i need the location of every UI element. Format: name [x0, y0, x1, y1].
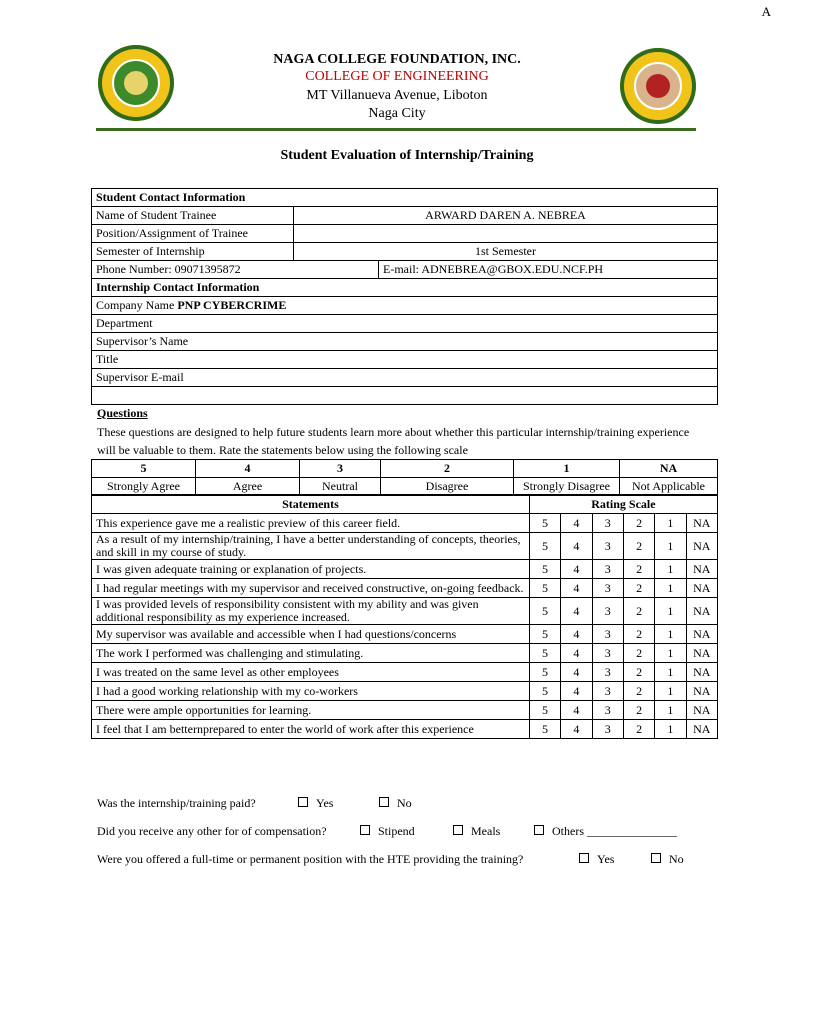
rating-option[interactable]: 3 [592, 560, 623, 579]
scale-label: Neutral [300, 478, 381, 496]
statement-text: There were ample opportunities for learning. [92, 701, 530, 720]
section-internship-contact: Internship Contact Information [92, 279, 718, 297]
rating-option[interactable]: 4 [561, 701, 592, 720]
scale-label: Strongly Agree [92, 478, 196, 496]
rating-option[interactable]: 5 [529, 598, 560, 625]
paid-yes-option[interactable] [298, 796, 333, 811]
statements-table [91, 494, 718, 739]
question-compensation-row [97, 824, 717, 838]
rating-option[interactable]: NA [686, 720, 717, 739]
rating-option[interactable]: 1 [655, 560, 686, 579]
checkbox-icon[interactable] [379, 797, 389, 807]
semester-value[interactable]: 1st Semester [294, 243, 718, 261]
rating-option[interactable]: 1 [655, 720, 686, 739]
statement-row [92, 644, 718, 663]
rating-option[interactable]: 4 [561, 514, 592, 533]
rating-option[interactable]: 5 [529, 560, 560, 579]
rating-option[interactable]: 5 [529, 514, 560, 533]
position-value[interactable] [294, 225, 718, 243]
checkbox-icon[interactable] [298, 797, 308, 807]
company-label: Company Name [96, 298, 175, 312]
rating-option[interactable]: 5 [529, 533, 560, 560]
rating-option[interactable]: 5 [529, 625, 560, 644]
statement-row [92, 579, 718, 598]
rating-option[interactable]: NA [686, 533, 717, 560]
position-label: Position/Assignment of Trainee [92, 225, 294, 243]
rating-option[interactable]: NA [686, 663, 717, 682]
others-label: Others _______________ [552, 824, 677, 838]
checkbox-icon[interactable] [360, 825, 370, 835]
question-offer: Were you offered a full-time or permanent position with the HTE providing the training? [97, 852, 524, 866]
statement-row [92, 720, 718, 739]
statement-row [92, 682, 718, 701]
address-line-2: Naga City [368, 106, 426, 121]
rating-option[interactable]: 1 [655, 663, 686, 682]
scale-label: Strongly Disagree [514, 478, 620, 496]
statement-row [92, 533, 718, 560]
stipend-option[interactable] [360, 824, 415, 839]
blank-row [92, 387, 718, 405]
rating-option[interactable]: NA [686, 625, 717, 644]
rating-option[interactable]: NA [686, 682, 717, 701]
rating-option[interactable]: 3 [592, 598, 623, 625]
rating-option[interactable]: 5 [529, 682, 560, 701]
supervisor-name-field[interactable]: Supervisor’s Name [92, 333, 718, 351]
statement-text: I had a good working relationship with my co-workers [92, 682, 530, 701]
rating-option[interactable]: NA [686, 644, 717, 663]
statement-row [92, 663, 718, 682]
rating-option[interactable]: 1 [655, 579, 686, 598]
rating-option[interactable]: 3 [592, 663, 623, 682]
rating-option[interactable]: 3 [592, 682, 623, 701]
question-compensation: Did you receive any other for of compensation? [97, 824, 327, 838]
scale-label: Agree [196, 478, 300, 496]
address-line-1: MT Villanueva Avenue, Liboton [306, 88, 488, 103]
department-field[interactable]: Department [92, 315, 718, 333]
header-divider [96, 128, 696, 131]
name-label: Name of Student Trainee [92, 207, 294, 225]
statement-row [92, 701, 718, 720]
others-option[interactable] [534, 824, 677, 839]
title-field[interactable]: Title [92, 351, 718, 369]
questions-heading: Questions [97, 406, 148, 420]
paid-no-option[interactable] [379, 796, 412, 811]
checkbox-icon[interactable] [651, 853, 661, 863]
rating-option[interactable]: 4 [561, 682, 592, 701]
rating-option[interactable]: 3 [592, 579, 623, 598]
rating-option[interactable]: 2 [623, 701, 654, 720]
checkbox-icon[interactable] [579, 853, 589, 863]
statement-text: I had regular meetings with my supervisor and received constructive, on-going feedback. [92, 579, 530, 598]
rating-option[interactable]: 2 [623, 644, 654, 663]
rating-option[interactable]: 4 [561, 720, 592, 739]
meals-label: Meals [471, 824, 501, 838]
semester-label: Semester of Internship [92, 243, 294, 261]
scale-number: 3 [300, 460, 381, 478]
rating-option[interactable]: 4 [561, 598, 592, 625]
rating-option[interactable]: 3 [592, 533, 623, 560]
rating-option[interactable]: 3 [592, 625, 623, 644]
page-title: Student Evaluation of Internship/Training [280, 148, 534, 163]
question-paid-row [97, 796, 717, 810]
rating-option[interactable]: 1 [655, 598, 686, 625]
rating-option[interactable]: 5 [529, 701, 560, 720]
rating-option[interactable]: NA [686, 598, 717, 625]
rating-option[interactable]: 4 [561, 560, 592, 579]
statement-text: This experience gave me a realistic preview of this career field. [92, 514, 530, 533]
statement-row [92, 598, 718, 625]
checkbox-icon[interactable] [453, 825, 463, 835]
name-value[interactable]: ARWARD DAREN A. NEBREA [294, 207, 718, 225]
org-name: NAGA COLLEGE FOUNDATION, INC. [273, 52, 521, 67]
corner-mark: A [761, 4, 771, 19]
company-value: PNP CYBERCRIME [177, 298, 287, 312]
rating-option[interactable]: NA [686, 701, 717, 720]
rating-option[interactable]: 2 [623, 625, 654, 644]
offer-no-label: No [669, 852, 684, 866]
checkbox-icon[interactable] [534, 825, 544, 835]
rating-scale-legend [91, 459, 718, 496]
scale-number: NA [620, 460, 718, 478]
offer-yes-label: Yes [597, 852, 615, 866]
section-student-contact: Student Contact Information [92, 189, 718, 207]
statement-text: As a result of my internship/training, I have a better understanding of concepts, theories, and skill in my course of study. [92, 533, 530, 560]
company-field[interactable] [92, 297, 718, 315]
rating-scale-header: Rating Scale [529, 495, 717, 514]
rating-option[interactable]: 4 [561, 579, 592, 598]
statements-header: Statements [92, 495, 530, 514]
statement-text: I was provided levels of responsibility consistent with my ability and was given additional responsibility as my experience increased. [92, 598, 530, 625]
rating-option[interactable]: 2 [623, 598, 654, 625]
offer-yes-option[interactable] [579, 852, 614, 867]
rating-option[interactable]: 2 [623, 560, 654, 579]
rating-option[interactable]: 2 [623, 720, 654, 739]
rating-option[interactable]: NA [686, 560, 717, 579]
rating-option[interactable]: 4 [561, 644, 592, 663]
supervisor-email-field[interactable]: Supervisor E-mail [92, 369, 718, 387]
scale-label: Not Applicable [620, 478, 718, 496]
rating-option[interactable]: 3 [592, 701, 623, 720]
rating-option[interactable]: 1 [655, 533, 686, 560]
rating-option[interactable]: NA [686, 514, 717, 533]
scale-label: Disagree [381, 478, 514, 496]
meals-option[interactable] [453, 824, 500, 839]
email-field[interactable]: E-mail: ADNEBREA@GBOX.EDU.NCF.PH [379, 261, 718, 279]
rating-option[interactable]: 5 [529, 720, 560, 739]
offer-no-option[interactable] [651, 852, 684, 867]
paid-yes-label: Yes [316, 796, 334, 810]
phone-field[interactable]: Phone Number: 09071395872 [92, 261, 379, 279]
college-name: COLLEGE OF ENGINEERING [305, 69, 489, 84]
rating-option[interactable]: 3 [592, 644, 623, 663]
question-paid: Was the internship/training paid? [97, 796, 256, 810]
rating-option[interactable]: 5 [529, 579, 560, 598]
rating-option[interactable]: 2 [623, 533, 654, 560]
statement-text: I feel that I am betternprepared to enter the world of work after this experience [92, 720, 530, 739]
contact-info-table [91, 188, 718, 405]
scale-number: 4 [196, 460, 300, 478]
scale-number: 1 [514, 460, 620, 478]
statement-row [92, 514, 718, 533]
rating-option[interactable]: 1 [655, 701, 686, 720]
questions-intro: These questions are designed to help future students learn more about whether this particular internship/training experience will be valuable to them. Rate the statements below using the following scale [97, 425, 690, 457]
paid-no-label: No [397, 796, 412, 810]
rating-option[interactable]: NA [686, 579, 717, 598]
statement-text: My supervisor was available and accessible when I had questions/concerns [92, 625, 530, 644]
question-offer-row [97, 852, 717, 866]
rating-option[interactable]: 4 [561, 663, 592, 682]
rating-option[interactable]: 2 [623, 682, 654, 701]
rating-option[interactable]: 5 [529, 663, 560, 682]
rating-option[interactable]: 2 [623, 579, 654, 598]
statement-text: I was given adequate training or explanation of projects. [92, 560, 530, 579]
statement-text: The work I performed was challenging and stimulating. [92, 644, 530, 663]
stipend-label: Stipend [378, 824, 415, 838]
statement-row [92, 560, 718, 579]
rating-option[interactable]: 2 [623, 663, 654, 682]
rating-option[interactable]: 4 [561, 625, 592, 644]
rating-option[interactable]: 5 [529, 644, 560, 663]
rating-option[interactable]: 3 [592, 720, 623, 739]
rating-option[interactable]: 3 [592, 514, 623, 533]
rating-option[interactable]: 1 [655, 514, 686, 533]
scale-number: 5 [92, 460, 196, 478]
rating-option[interactable]: 4 [561, 533, 592, 560]
rating-option[interactable]: 1 [655, 625, 686, 644]
scale-number: 2 [381, 460, 514, 478]
rating-option[interactable]: 1 [655, 644, 686, 663]
rating-option[interactable]: 1 [655, 682, 686, 701]
statement-row [92, 625, 718, 644]
rating-option[interactable]: 2 [623, 514, 654, 533]
statement-text: I was treated on the same level as other employees [92, 663, 530, 682]
